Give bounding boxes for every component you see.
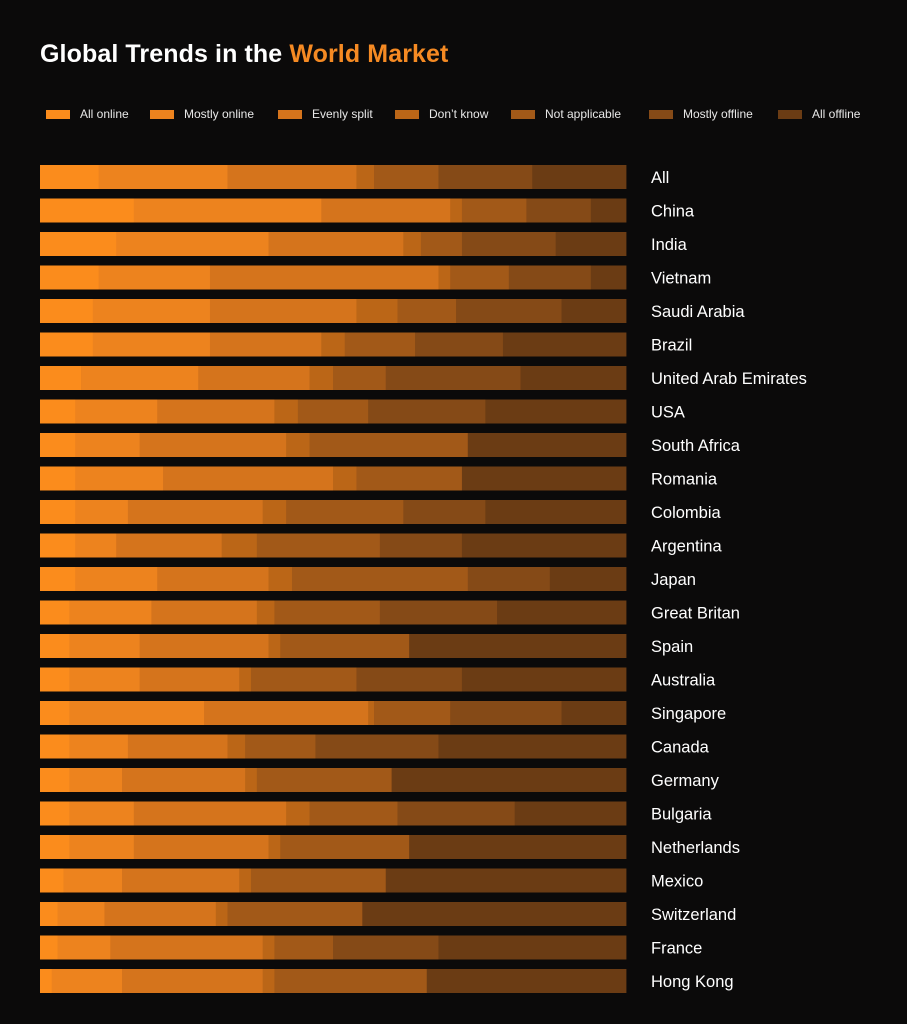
bar-segment-spain-dont-know	[269, 634, 281, 658]
bar-segment-united-arab-emirates-mostly-offline	[386, 366, 521, 390]
bar-segment-vietnam-dont-know	[438, 266, 450, 290]
bar-row-switzerland	[40, 902, 736, 926]
bar-row-france	[40, 936, 702, 960]
bar-segment-united-arab-emirates-dont-know	[310, 366, 334, 390]
bar-segment-argentina-mostly-offline	[380, 534, 462, 558]
category-label-vietnam: Vietnam	[651, 269, 712, 288]
category-label-spain: Spain	[651, 638, 694, 656]
bar-segment-canada-all-offline	[438, 735, 626, 759]
bar-segment-india-mostly-offline	[462, 232, 556, 256]
bar-segment-romania-all-online	[40, 467, 76, 491]
bar-segment-south-africa-not-applicable	[310, 433, 469, 457]
bar-segment-saudi-arabia-dont-know	[356, 299, 397, 323]
bar-segment-china-evenly-split	[321, 199, 450, 223]
bar-segment-saudi-arabia-evenly-split	[210, 299, 357, 323]
bar-segment-mexico-not-applicable	[251, 869, 386, 893]
bar-segment-united-arab-emirates-not-applicable	[333, 366, 386, 390]
bar-segment-china-all-online	[40, 199, 134, 223]
category-label-great-britan: Great Britan	[651, 604, 740, 623]
bar-row-argentina	[40, 534, 722, 558]
bar-segment-singapore-dont-know	[368, 701, 374, 725]
bar-segment-vietnam-mostly-offline	[509, 266, 591, 290]
bar-segment-china-mostly-online	[134, 199, 322, 223]
bar-segment-great-britan-mostly-offline	[380, 601, 498, 625]
category-label-argentina: Argentina	[651, 537, 722, 556]
bar-segment-china-all-offline	[591, 199, 627, 223]
bar-segment-switzerland-evenly-split	[104, 902, 216, 926]
bar-segment-japan-mostly-online	[75, 567, 157, 591]
bar-segment-all-not-applicable	[374, 165, 439, 189]
bar-segment-vietnam-mostly-online	[99, 266, 211, 290]
bar-segment-romania-mostly-online	[75, 467, 163, 491]
bar-segment-france-evenly-split	[110, 936, 263, 960]
bar-segment-netherlands-evenly-split	[134, 835, 269, 859]
bar-segment-romania-not-applicable	[356, 467, 462, 491]
bar-segment-great-britan-not-applicable	[274, 601, 380, 625]
bar-segment-bulgaria-all-offline	[515, 802, 627, 826]
bar-segment-japan-all-offline	[550, 567, 627, 591]
bar-row-germany	[40, 768, 720, 792]
bar-segment-all-evenly-split	[228, 165, 357, 189]
bar-segment-usa-mostly-offline	[368, 400, 486, 424]
bar-segment-switzerland-all-online	[40, 902, 58, 926]
category-label-hong-kong: Hong Kong	[651, 973, 734, 991]
bar-segment-vietnam-all-online	[40, 266, 99, 290]
bar-segment-france-mostly-offline	[333, 936, 439, 960]
bar-segment-mexico-dont-know	[239, 869, 251, 893]
bar-row-singapore	[40, 701, 726, 725]
bar-segment-france-not-applicable	[274, 936, 333, 960]
chart-title-accent: World Market	[289, 40, 449, 68]
bar-segment-spain-not-applicable	[280, 634, 409, 658]
bar-segment-argentina-not-applicable	[257, 534, 380, 558]
bar-segment-germany-evenly-split	[122, 768, 245, 792]
bar-segment-brazil-dont-know	[321, 333, 345, 357]
bar-segment-singapore-all-offline	[562, 701, 627, 725]
bar-segment-south-africa-mostly-online	[75, 433, 140, 457]
bar-segment-saudi-arabia-mostly-online	[93, 299, 211, 323]
bar-segment-colombia-not-applicable	[286, 500, 404, 524]
bar-segment-all-mostly-online	[99, 165, 228, 189]
category-label-australia: Australia	[651, 671, 716, 690]
bar-segment-japan-not-applicable	[292, 567, 468, 591]
bar-segment-canada-all-online	[40, 735, 70, 759]
bar-segment-usa-dont-know	[274, 400, 298, 424]
category-label-saudi-arabia: Saudi Arabia	[651, 303, 745, 321]
bar-segment-china-dont-know	[450, 199, 462, 223]
category-label-india: India	[651, 236, 687, 254]
category-label-colombia: Colombia	[651, 504, 721, 522]
bar-segment-great-britan-mostly-online	[69, 601, 151, 625]
bar-segment-netherlands-mostly-online	[69, 835, 134, 859]
bar-segment-colombia-all-offline	[485, 500, 626, 524]
bar-segment-brazil-all-offline	[503, 333, 626, 357]
category-label-romania: Romania	[651, 470, 718, 489]
bar-segment-china-not-applicable	[462, 199, 527, 223]
bar-segment-mexico-mostly-online	[63, 869, 122, 893]
bar-segment-singapore-not-applicable	[374, 701, 451, 725]
bar-segment-singapore-evenly-split	[204, 701, 368, 725]
bar-segment-brazil-mostly-online	[93, 333, 211, 357]
bar-row-great-britan	[40, 601, 740, 625]
bar-segment-usa-not-applicable	[298, 400, 369, 424]
bar-segment-canada-mostly-offline	[315, 735, 438, 759]
bar-segment-united-arab-emirates-all-offline	[521, 366, 627, 390]
bar-segment-south-africa-all-online	[40, 433, 76, 457]
bar-segment-bulgaria-all-online	[40, 802, 70, 826]
bar-segment-usa-all-offline	[485, 400, 626, 424]
bar-row-mexico	[40, 869, 703, 893]
bar-segment-india-dont-know	[403, 232, 421, 256]
bar-segment-romania-all-offline	[462, 467, 626, 491]
chart-title-prefix: Global Trends in the	[40, 40, 290, 68]
category-label-all: All	[651, 169, 670, 187]
bar-segment-canada-evenly-split	[128, 735, 228, 759]
category-label-mexico: Mexico	[651, 872, 704, 891]
bar-segment-great-britan-all-offline	[497, 601, 626, 625]
category-label-brazil: Brazil	[651, 336, 693, 355]
bar-segment-australia-dont-know	[239, 668, 251, 692]
bar-segment-india-mostly-online	[116, 232, 269, 256]
bar-segment-argentina-mostly-online	[75, 534, 116, 558]
bar-segment-spain-evenly-split	[140, 634, 269, 658]
bar-row-united-arab-emirates	[40, 366, 807, 390]
bar-segment-saudi-arabia-all-offline	[562, 299, 627, 323]
bar-segment-brazil-mostly-offline	[415, 333, 503, 357]
bar-segment-saudi-arabia-all-online	[40, 299, 93, 323]
bar-segment-germany-dont-know	[245, 768, 257, 792]
category-label-switzerland: Switzerland	[651, 906, 737, 924]
bar-segment-canada-not-applicable	[245, 735, 316, 759]
bar-segment-germany-not-applicable	[257, 768, 392, 792]
bar-segment-japan-all-online	[40, 567, 76, 591]
bar-segment-brazil-evenly-split	[210, 333, 322, 357]
bar-segment-all-all-online	[40, 165, 99, 189]
bar-segment-south-africa-dont-know	[286, 433, 310, 457]
bar-segment-canada-dont-know	[228, 735, 246, 759]
bar-row-spain	[40, 634, 693, 658]
category-label-france: France	[651, 939, 703, 958]
bar-row-south-africa	[40, 433, 741, 457]
bar-segment-mexico-evenly-split	[122, 869, 240, 893]
bar-segment-spain-mostly-online	[69, 634, 140, 658]
category-label-japan: Japan	[651, 571, 696, 589]
bar-row-saudi-arabia	[40, 299, 745, 323]
bar-segment-australia-mostly-offline	[356, 668, 462, 692]
bar-segment-australia-all-online	[40, 668, 70, 692]
bar-segment-japan-mostly-offline	[468, 567, 550, 591]
bar-segment-switzerland-dont-know	[216, 902, 228, 926]
bar-segment-bulgaria-not-applicable	[310, 802, 398, 826]
bar-segment-india-not-applicable	[421, 232, 462, 256]
bar-row-usa	[40, 400, 685, 424]
bar-segment-australia-evenly-split	[140, 668, 240, 692]
bar-segment-canada-mostly-online	[69, 735, 128, 759]
bar-segment-hong-kong-dont-know	[263, 969, 275, 993]
bar-segment-france-all-online	[40, 936, 58, 960]
bar-segment-mexico-all-online	[40, 869, 64, 893]
bar-segment-spain-all-online	[40, 634, 70, 658]
bar-row-vietnam	[40, 266, 711, 290]
bar-segment-hong-kong-not-applicable	[274, 969, 427, 993]
bar-segment-great-britan-evenly-split	[151, 601, 257, 625]
bar-segment-brazil-not-applicable	[345, 333, 416, 357]
bar-segment-hong-kong-mostly-online	[52, 969, 123, 993]
bar-segment-great-britan-dont-know	[257, 601, 275, 625]
bar-row-canada	[40, 735, 710, 759]
legend-label-mostly-online: Mostly online	[184, 107, 255, 121]
bar-row-china	[40, 199, 695, 223]
bar-segment-great-britan-all-online	[40, 601, 70, 625]
bar-segment-united-arab-emirates-evenly-split	[198, 366, 310, 390]
bar-segment-france-all-offline	[438, 936, 626, 960]
bar-segment-hong-kong-all-online	[40, 969, 52, 993]
bar-row-bulgaria	[40, 802, 712, 826]
legend-label-not-applicable: Not applicable	[545, 107, 622, 121]
bar-segment-bulgaria-mostly-online	[69, 802, 134, 826]
bar-segment-netherlands-all-offline	[409, 835, 626, 859]
bar-segment-japan-evenly-split	[157, 567, 269, 591]
bar-segment-colombia-mostly-online	[75, 500, 128, 524]
bar-segment-germany-mostly-online	[69, 768, 122, 792]
bar-segment-all-mostly-offline	[438, 165, 532, 189]
bar-row-brazil	[40, 333, 692, 357]
bar-segment-australia-not-applicable	[251, 668, 357, 692]
category-label-singapore: Singapore	[651, 705, 727, 723]
bar-segment-usa-evenly-split	[157, 400, 275, 424]
bar-segment-spain-all-offline	[409, 634, 626, 658]
bar-segment-bulgaria-mostly-offline	[397, 802, 515, 826]
bar-segment-netherlands-dont-know	[269, 835, 281, 859]
bar-segment-argentina-evenly-split	[116, 534, 222, 558]
bar-segment-switzerland-all-offline	[362, 902, 626, 926]
bar-segment-south-africa-evenly-split	[140, 433, 287, 457]
bar-segment-germany-all-online	[40, 768, 70, 792]
category-label-netherlands: Netherlands	[651, 839, 740, 857]
bar-segment-china-mostly-offline	[526, 199, 591, 223]
bar-segment-hong-kong-all-offline	[427, 969, 627, 993]
bar-segment-romania-dont-know	[333, 467, 357, 491]
bar-segment-brazil-all-online	[40, 333, 93, 357]
bar-segment-france-dont-know	[263, 936, 275, 960]
bar-segment-romania-evenly-split	[163, 467, 333, 491]
bar-segment-netherlands-all-online	[40, 835, 70, 859]
bar-segment-usa-all-online	[40, 400, 76, 424]
category-label-united-arab-emirates: United Arab Emirates	[651, 370, 807, 388]
bar-segment-argentina-all-offline	[462, 534, 626, 558]
bar-segment-south-africa-all-offline	[468, 433, 627, 457]
legend-label-dont-know: Don’t know	[429, 107, 489, 121]
bar-segment-all-all-offline	[532, 165, 626, 189]
bar-segment-bulgaria-evenly-split	[134, 802, 287, 826]
bar-segment-hong-kong-evenly-split	[122, 969, 263, 993]
category-label-china: China	[651, 202, 695, 221]
bar-segment-singapore-mostly-offline	[450, 701, 562, 725]
category-label-usa: USA	[651, 403, 685, 422]
bar-segment-france-mostly-online	[58, 936, 111, 960]
bar-row-australia	[40, 668, 716, 692]
bar-segment-india-all-online	[40, 232, 117, 256]
bar-segment-colombia-dont-know	[263, 500, 287, 524]
bar-row-hong-kong	[40, 969, 734, 993]
bar-segment-japan-dont-know	[269, 567, 293, 591]
category-label-bulgaria: Bulgaria	[651, 805, 712, 824]
bar-segment-argentina-dont-know	[222, 534, 258, 558]
bar-segment-all-dont-know	[356, 165, 374, 189]
bar-segment-vietnam-not-applicable	[450, 266, 509, 290]
category-label-south-africa: South Africa	[651, 437, 740, 455]
category-label-germany: Germany	[651, 772, 719, 790]
legend-label-evenly-split: Evenly split	[312, 107, 373, 121]
legend-label-all-offline: All offline	[812, 107, 861, 121]
bar-row-colombia	[40, 500, 722, 524]
bar-segment-switzerland-not-applicable	[228, 902, 363, 926]
bar-segment-australia-all-offline	[462, 668, 626, 692]
bar-segment-india-evenly-split	[269, 232, 404, 256]
bar-row-japan	[40, 567, 696, 591]
bar-segment-bulgaria-dont-know	[286, 802, 310, 826]
bar-segment-saudi-arabia-not-applicable	[397, 299, 456, 323]
bar-segment-netherlands-not-applicable	[280, 835, 409, 859]
bar-segment-australia-mostly-online	[69, 668, 140, 692]
bar-segment-colombia-evenly-split	[128, 500, 263, 524]
bar-segment-india-all-offline	[556, 232, 627, 256]
bar-segment-germany-all-offline	[392, 768, 627, 792]
bar-segment-mexico-all-offline	[386, 869, 627, 893]
bar-segment-argentina-all-online	[40, 534, 76, 558]
bar-segment-united-arab-emirates-all-online	[40, 366, 81, 390]
legend-label-mostly-offline: Mostly offline	[683, 107, 753, 121]
bar-row-netherlands	[40, 835, 740, 859]
bar-segment-saudi-arabia-mostly-offline	[456, 299, 562, 323]
bar-segment-vietnam-all-offline	[591, 266, 627, 290]
bar-segment-united-arab-emirates-mostly-online	[81, 366, 199, 390]
bar-segment-singapore-all-online	[40, 701, 70, 725]
category-label-canada: Canada	[651, 738, 709, 757]
bar-row-romania	[40, 467, 718, 491]
bar-segment-switzerland-mostly-online	[58, 902, 105, 926]
bar-row-all	[40, 165, 669, 189]
bar-row-india	[40, 232, 688, 256]
bar-segment-colombia-all-online	[40, 500, 76, 524]
legend-label-all-online: All online	[80, 107, 129, 121]
bar-segment-usa-mostly-online	[75, 400, 157, 424]
bar-segment-vietnam-evenly-split	[210, 266, 439, 290]
bar-segment-singapore-mostly-online	[69, 701, 204, 725]
bar-segment-colombia-mostly-offline	[403, 500, 485, 524]
